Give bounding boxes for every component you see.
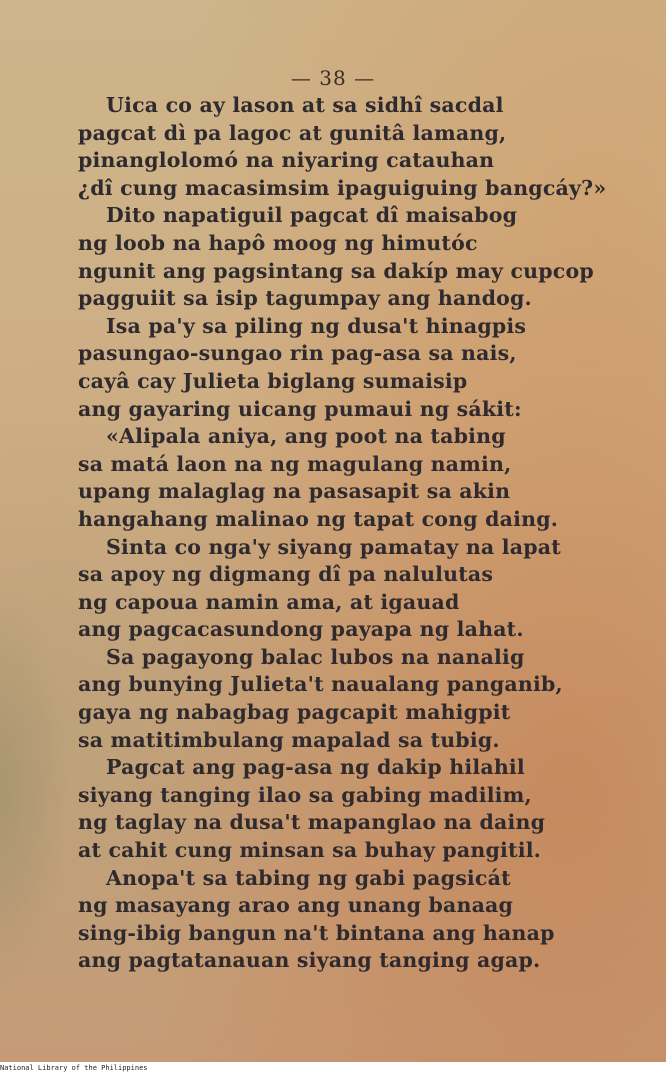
page-stain <box>0 580 70 1000</box>
poem-line: pinanglolomó na niyaring catauhan <box>78 148 495 173</box>
page-number: — 38 — <box>290 66 376 90</box>
poem-line: ng loob na hapô moog ng himutóc <box>78 230 478 255</box>
poem-line: gaya ng nabagbag pagcapit mahigpit <box>78 700 511 725</box>
poem-line: cayâ cay Julieta biglang sumaisip <box>78 368 468 393</box>
poem-line: at cahit cung minsan sa buhay pangitil. <box>78 838 542 863</box>
poem-line: ng taglay na dusa't mapanglao na daing <box>78 810 546 835</box>
poem-line: Isa pa'y sa piling ng dusa't hinagpis <box>106 313 527 338</box>
poem-line: ¿dî cung macasimsim ipaguiguing bangcáy?» <box>78 175 607 200</box>
poem-line: Pagcat ang pag-asa ng dakip hilahil <box>106 755 525 780</box>
poem-text <box>78 92 638 975</box>
poem-line: hangahang malinao ng tapat cong daing. <box>78 506 559 531</box>
poem-line: Sa pagayong balac lubos na nanalig <box>106 644 525 669</box>
poem-line: Dito napatiguil pagcat dî maisabog <box>106 203 518 228</box>
poem-line: ngunit ang pagsintang sa dakíp may cupcop <box>78 258 594 283</box>
poem-line: ng masayang arao ang unang banaag <box>78 893 514 918</box>
poem-line: ang bunying Julieta't naualang panganib, <box>78 672 563 697</box>
poem-line: ang gayaring uicang pumaui ng sákit: <box>78 396 522 421</box>
poem-line: ng capoua namin ama, at igauad <box>78 589 460 614</box>
poem-line: Uica co ay lason at sa sidhî sacdal <box>106 93 504 117</box>
poem-line: sa matitimbulang mapalad sa tubig. <box>78 727 500 752</box>
poem-line: «Alipala aniya, ang poot na tabing <box>106 424 506 449</box>
poem-line: pagcat dì pa lagoc at gunitâ lamang, <box>78 120 507 145</box>
poem-line: Sinta co nga'y siyang pamatay na lapat <box>106 534 561 559</box>
poem-line: upang malaglag na pasasapit sa akin <box>78 479 511 504</box>
poem-line: ang pagcacasundong payapa ng lahat. <box>78 617 524 642</box>
poem-line: siyang tanging ilao sa gabing madilim, <box>78 782 532 807</box>
poem-line: sa apoy ng digmang dî pa nalulutas <box>78 562 494 587</box>
poem-line: sa matá laon na ng magulang namin, <box>78 451 512 476</box>
poem-line: pagguiit sa isip tagumpay ang handog. <box>78 286 532 311</box>
poem-line: ang pagtatanauan siyang tanging agap. <box>78 948 541 973</box>
poem-line: pasungao-sungao rin pag-asa sa nais, <box>78 341 517 366</box>
poem-line: Anopa't sa tabing ng gabi pagsicát <box>106 865 511 890</box>
poem-line: sing-ibig bangun na't bintana ang hanap <box>78 920 555 945</box>
library-credit: National Library of the Philippines <box>0 1064 148 1072</box>
